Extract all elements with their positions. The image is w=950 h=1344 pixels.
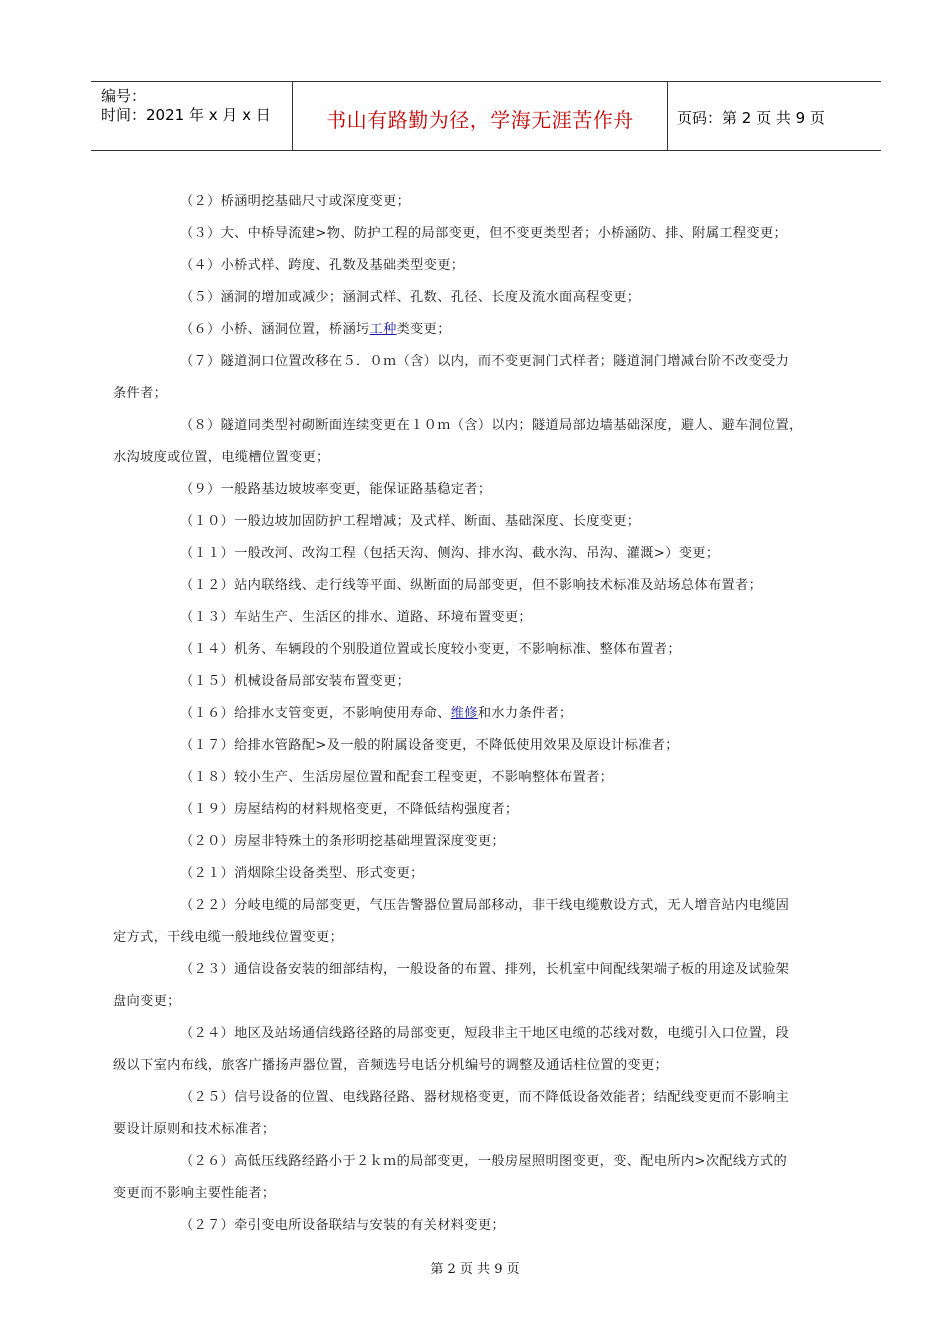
paragraph-line: （２３）通信设备安装的细部结构，一般设备的布置、排列，长机室中间配线架端子板的用途及试验架: [180, 962, 790, 977]
paragraph-line: （１５）机械设备局部安装布置变更；: [180, 674, 411, 689]
paragraph-line: （１４）机务、车辆段的个别股道位置或长度较小变更，不影响标准、整体布置者；: [180, 642, 681, 657]
page-footer: 第 2 页 共 9 页: [430, 1262, 520, 1277]
paragraph-line: （４）小桥式样、跨度、孔数及基础类型变更；: [180, 258, 465, 273]
inline-link[interactable]: 工种: [369, 322, 397, 337]
paragraph-line: 条件者；: [113, 386, 168, 401]
header-page-cell: [667, 82, 881, 150]
doc-number-label: 编号：: [101, 87, 147, 105]
line-text: 类变更；: [396, 322, 451, 337]
paragraph-line: （２）桥涵明挖基础尺寸或深度变更；: [180, 194, 411, 209]
motto-text: 书山有路勤为径，学海无涯苦作舟: [326, 108, 634, 132]
line-text: （１６）给排水支管变更，不影响使用寿命、: [180, 706, 451, 721]
header-table: [91, 81, 881, 151]
paragraph-line: （９）一般路基边坡坡率变更，能保证路基稳定者；: [180, 482, 492, 497]
paragraph-line: （１８）较小生产、生活房屋位置和配套工程变更，不影响整体布置者；: [180, 770, 614, 785]
page-info: 页码：第 2 页 共 9 页: [677, 109, 825, 127]
paragraph-line: （２１）消烟除尘设备类型、形式变更；: [180, 866, 424, 881]
paragraph-line: （１１）一般改河、改沟工程（包括天沟、侧沟、排水沟、截水沟、吊沟、灌溉>）变更；: [180, 546, 720, 561]
header-left-cell: [91, 82, 292, 150]
paragraph-line: （２６）高低压线路经路小于２ｋｍ的局部变更，一般房屋照明图变更，变、配电所内>次配线方式的: [180, 1154, 788, 1169]
paragraph-line: 水沟坡度或位置，电缆槽位置变更；: [113, 450, 330, 465]
paragraph-line: （２４）地区及站场通信线路径路的局部变更，短段非主干地区电缆的芯线对数，电缆引入口位置，段: [180, 1026, 790, 1041]
doc-time-label: 时间：2021 年 x 月 x 日: [101, 106, 271, 124]
header-motto-cell: [292, 82, 668, 150]
paragraph-line: （２０）房屋非特殊土的条形明挖基础埋置深度变更；: [180, 834, 505, 849]
paragraph-line: 变更而不影响主要性能者；: [113, 1186, 276, 1201]
paragraph-line: （７）隧道洞口位置改移在５．０ｍ（含）以内，而不变更洞门式样者；隧道洞门增减台阶不改变受力: [180, 354, 790, 369]
paragraph-line: 盘向变更；: [113, 994, 181, 1009]
paragraph-line: （１３）车站生产、生活区的排水、道路、环境布置变更；: [180, 610, 532, 625]
paragraph-line: （１９）房屋结构的材料规格变更，不降低结构强度者；: [180, 802, 519, 817]
paragraph-line: （１２）站内联络线、走行线等平面、纵断面的局部变更，但不影响技术标准及站场总体布置者；: [180, 578, 763, 593]
paragraph-line: [180, 321, 451, 339]
line-text: 和水力条件者；: [477, 706, 573, 721]
paragraph-line: （８）隧道同类型衬砌断面连续变更在１０ｍ（含）以内；隧道局部边墙基础深度，避人、避车洞位置，: [180, 418, 803, 433]
paragraph-line: [180, 705, 573, 723]
paragraph-line: 要设计原则和技术标准者；: [113, 1122, 276, 1137]
inline-link[interactable]: 维修: [450, 706, 478, 721]
paragraph-line: （２２）分岐电缆的局部变更，气压告警器位置局部移动，非干线电缆敷设方式，无人增音站内电缆固: [180, 898, 790, 913]
paragraph-line: （２７）牵引变电所设备联结与安装的有关材料变更；: [180, 1218, 505, 1233]
paragraph-line: （５）涵洞的增加或减少；涵洞式样、孔数、孔径、长度及流水面高程变更；: [180, 290, 641, 305]
paragraph-line: （１７）给排水管路配>及一般的附属设备变更，不降低使用效果及原设计标准者；: [180, 738, 679, 753]
paragraph-line: 级以下室内布线，旅客广播扬声器位置，音频选号电话分机编号的调整及通话柱位置的变更；: [113, 1058, 669, 1073]
paragraph-line: （３）大、中桥导流建>物、防护工程的局部变更，但不变更类型者；小桥涵防、排、附属工程变更；: [180, 226, 788, 241]
paragraph-line: （２５）信号设备的位置、电线路径路、器材规格变更，而不降低设备效能者；结配线变更而不影响主: [180, 1090, 790, 1105]
line-text: （６）小桥、涵洞位置，桥涵圬: [180, 322, 370, 337]
paragraph-line: 定方式，干线电缆一般地线位置变更；: [113, 930, 344, 945]
paragraph-line: （１０）一般边坡加固防护工程增减；及式样、断面、基础深度、长度变更；: [180, 514, 641, 529]
